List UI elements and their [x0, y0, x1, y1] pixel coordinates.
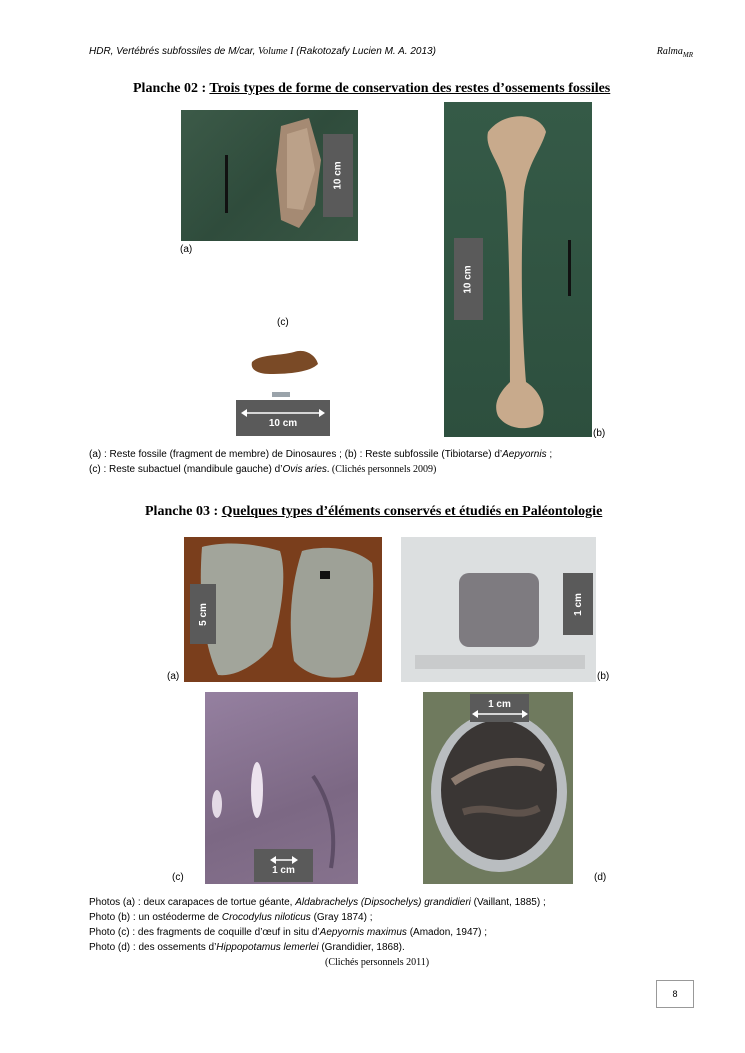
scale-bar-03c: 1 cm [254, 849, 313, 882]
running-header [89, 46, 436, 57]
photo-hippopotamus-bones [423, 692, 573, 884]
label-03-d: (d) [594, 872, 607, 883]
label-02-a: (a) [180, 244, 193, 255]
scale-bar-b: 10 cm [454, 238, 483, 320]
caption-03-d: Photo (d) : des ossements d’Hippopotamus lemerlei (Grandidier, 1868). [89, 942, 405, 953]
scale-arrow-c [241, 408, 325, 418]
caption-03-b: Photo (b) : un ostéoderme de Crocodylus niloticus (Gray 1874) ; [89, 912, 373, 923]
planche-02-caption-line1: (a) : Reste fossile (fragment de membre) de Dinosaures ; (b) : Reste subfossile (Tibiotarse) d’Aepyornis ; [89, 449, 553, 460]
planche-02-caption-line2: (c) : Reste subactuel (mandibule gauche) d’Ovis aries. (Clichés personnels 2009) [89, 464, 437, 475]
header-initials: Ralma$_{MR}$ [656, 46, 693, 59]
photo-tortoise-carapaces [184, 537, 382, 682]
scale-bar-c: 10 cm [236, 400, 330, 436]
photo-dinosaur-fragment [181, 110, 358, 241]
label-03-b: (b) [597, 671, 610, 682]
header-author: (Rakotozafy Lucien M. A. 2013) [293, 46, 436, 57]
label-02-c: (c) [277, 317, 289, 328]
planche-03-credit: (Clichés personnels 2011) [325, 957, 430, 968]
planche-02-title: Planche 02 : Trois types de forme de conservation des restes d’ossements fossiles [133, 81, 611, 96]
label-02-b: (b) [593, 428, 606, 439]
header-volume: Volume I [258, 46, 294, 57]
scale-arrow-03d [472, 710, 528, 718]
label-03-c: (c) [172, 872, 184, 883]
header-title: HDR, Vertébrés subfossiles de M/car, [89, 46, 259, 57]
planche-03-title: Planche 03 : Quelques types d’éléments conservés et étudiés en Paléontologie [145, 504, 603, 519]
caption-03-c: Photo (c) : des fragments de coquille d’œuf in situ d’Aepyornis maximus (Amadon, 1947) ; [89, 927, 487, 938]
scale-arrow-03c [270, 855, 298, 865]
label-03-a: (a) [167, 671, 180, 682]
photo-eggshell-in-situ [205, 692, 358, 884]
photo-ovis-mandible [250, 346, 320, 376]
caption-03-a: Photos (a) : deux carapaces de tortue géante, Aldabrachelys (Dipsochelys) grandidieri (Vaillant, 1885) ; [89, 897, 546, 908]
scale-bar-03b: 1 cm [563, 573, 593, 635]
scale-bar-03a: 5 cm [190, 584, 216, 644]
scale-bar-03d: 1 cm [470, 694, 529, 722]
small-ruler-c [272, 392, 290, 397]
photo-aepyornis-tibiotarse [444, 102, 592, 437]
scale-bar-a: 10 cm [323, 134, 353, 217]
page-number: 8 [656, 980, 694, 1008]
photo-crocodile-osteoderm [401, 537, 596, 682]
